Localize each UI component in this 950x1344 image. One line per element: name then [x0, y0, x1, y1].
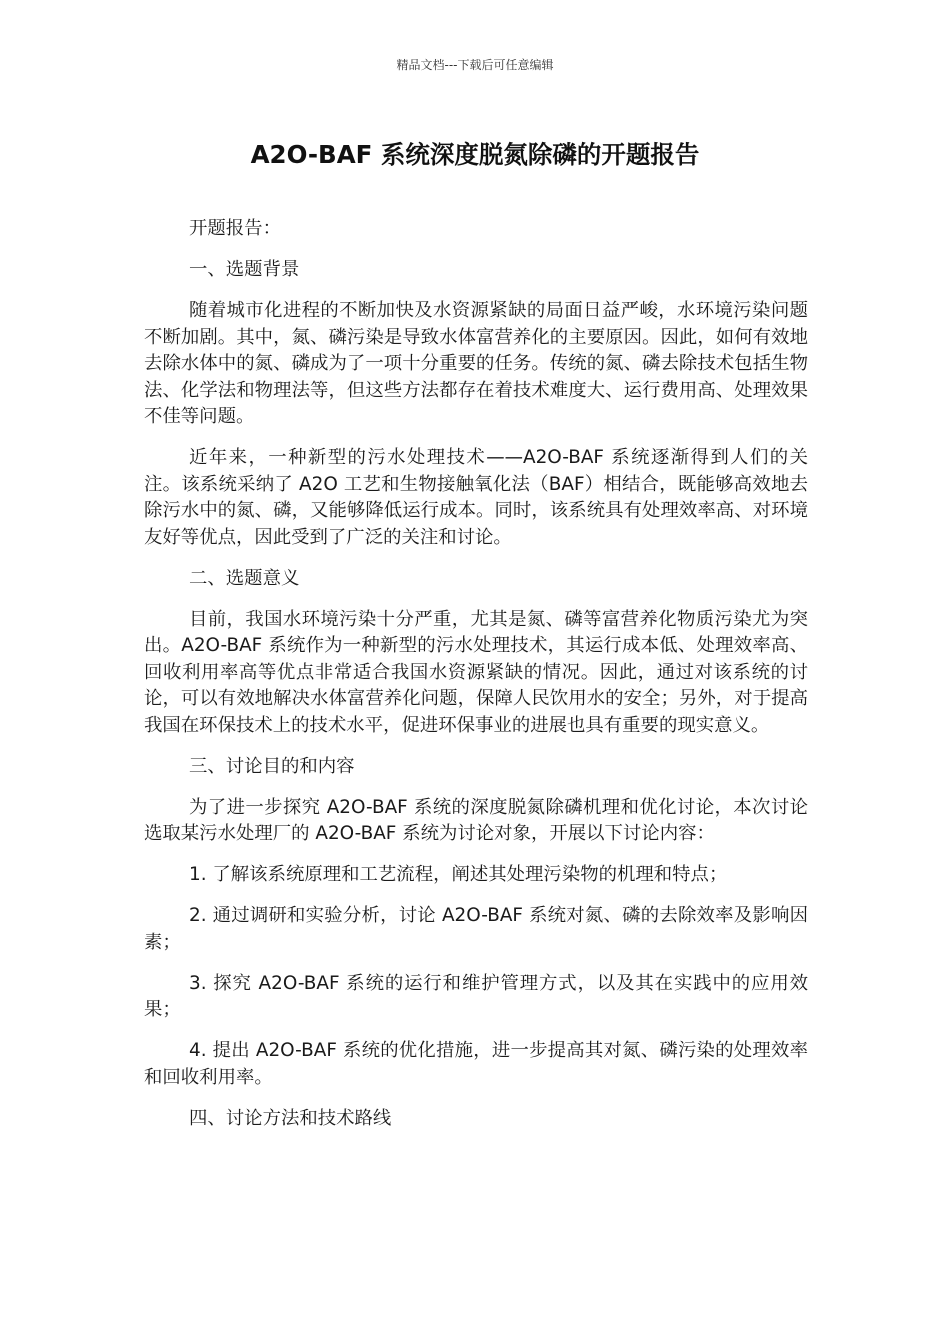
paragraph-significance: 目前，我国水环境污染十分严重，尤其是氮、磷等富营养化物质污染尤为突出。A2O-BAF 系统作为一种新型的污水处理技术，其运行成本低、处理效率高、回收利用率高等优点非常适合我国水资源紧缺的情况。因此，通过对该系统的讨论，可以有效地解决水体富营养化问题，保障人民饮用水的安全；另外，对于提高我国在环保技术上的技术水平，促进环保事业的进展也具有重要的现实意义。: [144, 608, 808, 736]
paragraph-report-label: 开题报告：: [189, 218, 281, 239]
paragraph-objectives-intro: 为了进一步探究 A2O-BAF 系统的深度脱氮除磷机理和优化讨论，本次讨论选取某污水处理厂的 A2O-BAF 系统为讨论对象，开展以下讨论内容：: [144, 796, 808, 844]
document-body: [144, 216, 808, 1132]
section-heading-background: 一、选题背景: [189, 259, 300, 280]
list-item-4: 4. 提出 A2O-BAF 系统的优化措施，进一步提高其对氮、磷污染的处理效率和回收利用率。: [144, 1040, 808, 1088]
section-heading-objectives: 三、讨论目的和内容: [189, 755, 355, 777]
paragraph-background-1: 随着城市化进程的不断加快及水资源紧缺的局面日益严峻，水环境污染问题不断加剧。其中，氮、磷污染是导致水体富营养化的主要原因。因此，如何有效地去除水体中的氮、磷成为了一项十分重要的任务。传统的氮、磷去除技术包括生物法、化学法和物理法等，但这些方法都存在着技术难度大、运行费用高、处理效果不佳等问题。: [144, 300, 808, 427]
list-item-1: 1. 了解该系统原理和工艺流程，阐述其处理污染物的机理和特点；: [189, 864, 728, 885]
list-item-2: 2. 通过调研和实验分析，讨论 A2O-BAF 系统对氮、磷的去除效率及影响因素；: [144, 905, 808, 953]
section-heading-methods: 四、讨论方法和技术路线: [189, 1107, 392, 1129]
paragraph-background-2: 近年来，一种新型的污水处理技术——A2O-BAF 系统逐渐得到人们的关注。该系统采纳了 A2O 工艺和生物接触氧化法（BAF）相结合，既能够高效地去除污水中的氮、磷，又能够降低运行成本。同时，该系统具有处理效率高、对环境友好等优点，因此受到了广泛的关注和讨论。: [144, 447, 808, 548]
document-title: A2O-BAF 系统深度脱氮除磷的开题报告: [250, 140, 700, 169]
header-note: 精品文档---下载后可任意编辑: [396, 58, 554, 72]
section-heading-significance: 二、选题意义: [189, 567, 300, 589]
list-item-3: 3. 探究 A2O-BAF 系统的运行和维护管理方式，以及其在实践中的应用效果；: [144, 972, 808, 1020]
